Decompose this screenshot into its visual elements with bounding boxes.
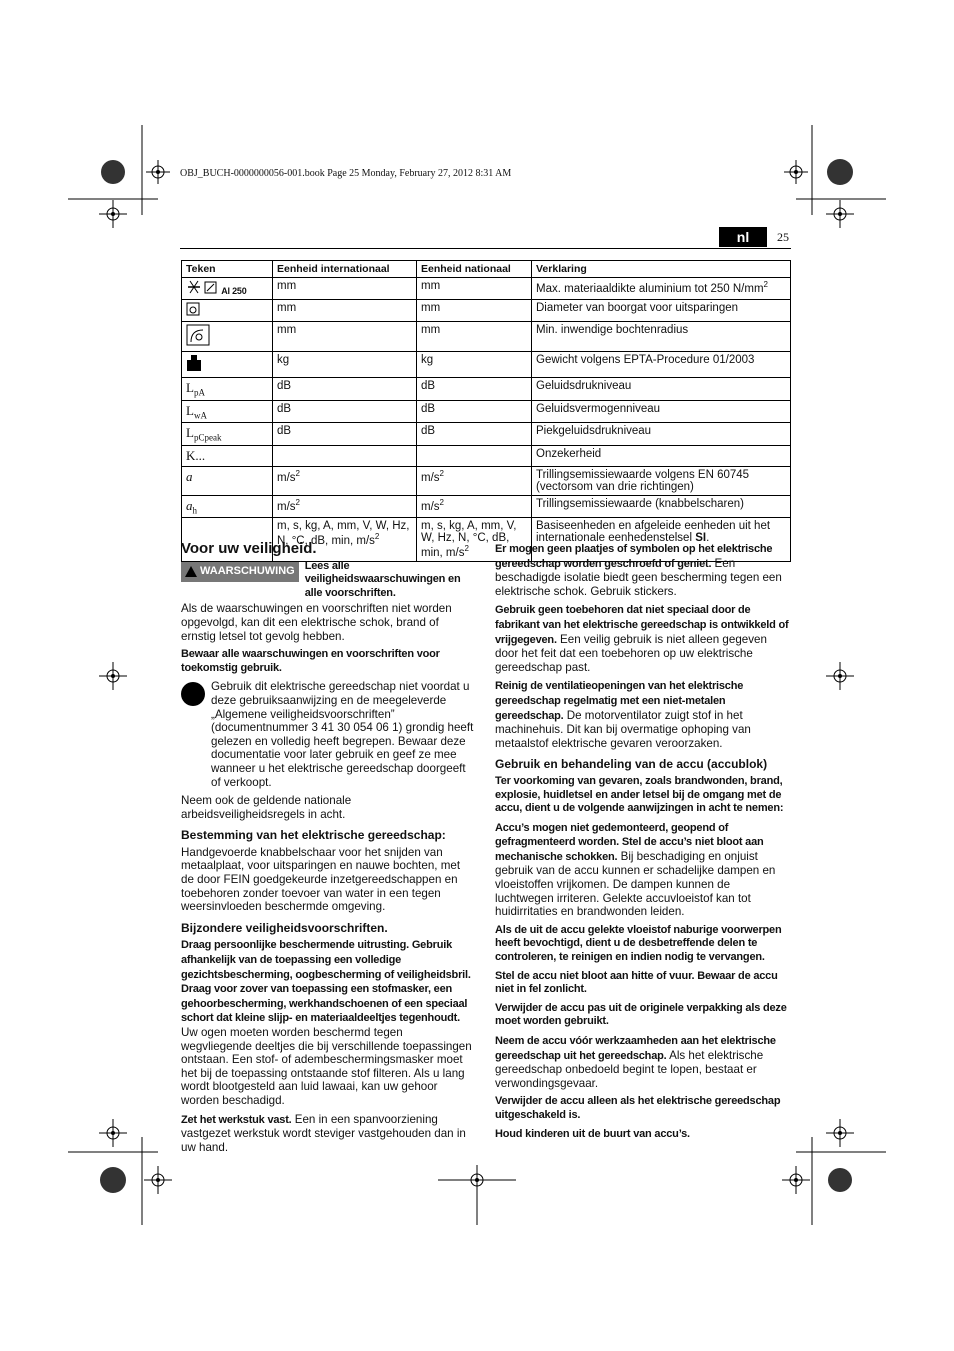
table-header-row: [182, 261, 791, 278]
paragraph: Verwijder de accu alleen als het elektrische gereedschap uitgeschakeld is.: [495, 1095, 781, 1121]
table-row: [182, 352, 791, 378]
table-row: [182, 300, 791, 322]
paragraph: Gebruik geen toebehoren dat niet speciaal door de fabrikant van het elektrische gereedschap is ontwikkeld of vrijgegeven. Een veilig gebruik is niet alleen gegeven door het feit dat een toebehoren op uw elektrische gereedschap past.: [495, 604, 789, 674]
bend-radius-icon: [186, 337, 210, 349]
paragraph: Houd kinderen uit de buurt van accu’s.: [495, 1127, 690, 1140]
table-cell: m, s, kg, A, mm, V, W, Hz, N, °C, dB, min, $m/s^2$: [417, 518, 532, 562]
left-column: [181, 542, 475, 1159]
section-title: Voor uw veiligheid.: [181, 540, 317, 557]
col-header-nat: Eenheid nationaal: [417, 261, 532, 278]
table-row: a $m/s^2$ $m/s^2$ Trillingsemissiewaarde volgens EN 60745 (vectorsom van drie richtingen): [182, 466, 791, 495]
table-cell: [273, 445, 417, 466]
subheading: Bestemming van het elektrische gereedschap:: [181, 828, 446, 843]
aluminium-symbol-label: Al 250: [221, 286, 247, 296]
page-number: 25: [777, 230, 789, 244]
paragraph: Neem ook de geldende nationale arbeidsveiligheidsregels in acht.: [181, 794, 352, 821]
paragraph: Zet het werkstuk vast. Een in een spanvoorziening vastgezet werkstuk wordt steviger vastgehouden dan in uw hand.: [181, 1112, 466, 1154]
table-row: $L_{pCpeak}$ dB dB Piekgeluidsdrukniveau: [182, 423, 791, 446]
read-manual-icon: [181, 682, 205, 706]
paragraph: Verwijder de accu pas uit de originele verpakking als deze moet worden gebruikt.: [495, 1001, 787, 1028]
table-cell: $m/s^2$: [273, 495, 417, 518]
table-row: $a_h$ $m/s^2$ $m/s^2$ Trillingsemissiewaarde (knabbelscharen): [182, 495, 791, 518]
table-cell: dB: [273, 378, 417, 401]
table-cell: kg: [273, 352, 417, 378]
weight-icon: [186, 363, 202, 375]
warning-text: Lees alle veiligheidswaarschuwingen en alle voorschriften.: [304, 559, 461, 599]
table-cell: Onzekerheid: [532, 445, 791, 466]
table-cell: $m/s^2$: [417, 495, 532, 518]
paragraph: Neem de accu vóór werkzaamheden aan het elektrische gereedschap uit het gereedschap. Als het elektrische gereedschap onbedoeld begint te lopen, bestaat er verwondingsgevaar.: [495, 1035, 776, 1090]
paragraph: Draag persoonlijke beschermende uitrusting. Gebruik afhankelijk van de toepassing een volledige gezichtsbescherming, oogbescherming of veiligheidsbril. Draag voor zover van toepassing een stofmasker, een gehoorbescherming, werkhandschoenen of een speciaal schort dat kleine slijp- en materiaaldeeltjes tegenhoudt. Uw ogen moeten worden beschermd tegen wegvliegende deeltjes die bij verschillende toepassingen ontstaan. Een stof- of adembeschermingsmasker moet het bij de toepassing ontstaande stof filteren. Als u lang wordt blootgesteld aan luid lawaai, kan uw gehoor worden beschadigd.: [181, 939, 472, 1107]
table-cell: $m/s^2$: [273, 466, 417, 495]
right-column: [495, 542, 789, 1146]
table-cell: mm: [273, 278, 417, 300]
cutting-aluminium-icon: [186, 285, 221, 297]
table-cell: mm: [417, 278, 532, 300]
table-cell: Trillingsemissiewaarde volgens EN 60745 (vectorsom van drie richtingen): [532, 466, 791, 495]
table-cell: Gewicht volgens EPTA-Procedure 01/2003: [532, 352, 791, 378]
table-cell: Basiseenheden en afgeleide eenheden uit het internationale eenhedenstelsel SI.: [532, 518, 791, 562]
paragraph: Gebruik dit elektrische gereedschap niet voordat u deze gebruiksaanwijzing en de meegeleverde „Algemene veiligheidsvoorschriften” (documentnummer 3 41 30 054 06 1) grondig heeft gelezen en volledig heeft begrepen. Bewaar deze documentatie voor later gebruik en geef ze mee wanneer u het elektrische gereedschap doorgeeft of verkoopt.: [211, 680, 474, 789]
hole-diameter-icon: [186, 307, 200, 319]
table-cell: m, s, kg, A, mm, V, W, Hz, N, °C, dB, min, $m/s^2$: [273, 518, 417, 562]
table-cell: Min. inwendige bochtenradius: [532, 322, 791, 352]
table-cell: mm: [273, 300, 417, 322]
table-cell: dB: [273, 423, 417, 446]
table-cell: Max. materiaaldikte aluminium tot 250 $N/mm^2$: [532, 278, 791, 300]
table-cell: [417, 445, 532, 466]
table-cell: mm: [273, 322, 417, 352]
table-cell: Geluidsvermogenniveau: [532, 400, 791, 423]
header-rule: [180, 248, 791, 249]
paragraph: Reinig de ventilatieopeningen van het elektrische gereedschap regelmatig met een niet-metalen gereedschap. De motorventilator zuigt stof in het machinehuis. Dit kan bij overmatige ophoping van metaalstof elektrische gevaren veroorzaken.: [495, 680, 751, 750]
subheading: Gebruik en behandeling van de accu (accublok): [495, 757, 768, 772]
table-cell: Diameter van boorgat voor uitsparingen: [532, 300, 791, 322]
warning-triangle-icon: [185, 566, 197, 577]
table-row: $L_{pA}$ dB dB Geluidsdrukniveau: [182, 378, 791, 401]
table-row: $L_{wA}$ dB dB Geluidsvermogenniveau: [182, 400, 791, 423]
paragraph: Bewaar alle waarschuwingen en voorschriften voor toekomstig gebruik.: [181, 648, 440, 674]
table-cell: Piekgeluidsdrukniveau: [532, 423, 791, 446]
paragraph: Handgevoerde knabbelschaar voor het snijden van metaalplaat, voor uitsparingen en nauwe bochten, met de door FEIN goedgekeurde inzetgereedschappen en toebehoren zonder toevoer van water in een tegen weersinvloeden beschermde omgeving.: [181, 845, 461, 914]
col-header-symbol: Teken: [182, 261, 273, 278]
print-header: OBJ_BUCH-0000000056-001.book Page 25 Monday, February 27, 2012 8:31 AM: [180, 168, 512, 179]
language-badge: nl: [719, 227, 767, 247]
table-cell: $m/s^2$: [417, 466, 532, 495]
paragraph: Stel de accu niet bloot aan hitte of vuur. Bewaar de accu niet in fel zonlicht.: [495, 969, 778, 996]
paragraph: Accu’s mogen niet gedemonteerd, geopend of gefragmenteerd worden. Stel de accu’s niet bloot aan mechanische schokken. Bij beschadiging en onjuist gebruik van de accu kunnen er schadelijke dampen en vloeistoffen vrijkomen. De dampen kunnen de luchtwegen irriteren. Gelekte accuvloeistof kan tot huidirritaties en brandwonden leiden.: [495, 821, 776, 919]
table-cell: dB: [417, 378, 532, 401]
paragraph: Als de waarschuwingen en voorschriften niet worden opgevolgd, kan dit een elektrische schok, brand of ernstig letsel tot gevolg hebben.: [181, 602, 452, 643]
table-cell: kg: [417, 352, 532, 378]
table-cell: dB: [417, 423, 532, 446]
paragraph: Ter voorkoming van gevaren, zoals brandwonden, brand, explosie, huidletsel en ander letsel bij de omgang met de accu, dient u de volgende aanwijzingen in acht te nemen:: [495, 774, 784, 815]
table-cell: Trillingsemissiewaarde (knabbelscharen): [532, 495, 791, 518]
symbols-table: [181, 260, 791, 562]
subheading: Bijzondere veiligheidsvoorschriften.: [181, 920, 388, 935]
table-cell: dB: [273, 400, 417, 423]
table-row: [182, 322, 791, 352]
col-header-desc: Verklaring: [532, 261, 791, 278]
table-row: K... Onzekerheid: [182, 445, 791, 466]
table-cell: Geluidsdrukniveau: [532, 378, 791, 401]
table-cell: mm: [417, 322, 532, 352]
table-cell: mm: [417, 300, 532, 322]
table-row: [182, 278, 791, 300]
warning-badge: WAARSCHUWING: [181, 562, 299, 582]
paragraph: Er mogen geen plaatjes of symbolen op het elektrische gereedschap worden geschroefd of geniet. Een beschadigde isolatie biedt geen bescherming tegen een elektrische schok. Gebruik stickers.: [495, 543, 782, 598]
paragraph: Als de uit de accu gelekte vloeistof naburige voorwerpen heeft bevochtigd, dient u de desbetreffende delen te controleren, te reinigen en indien nodig te vervangen.: [495, 923, 782, 964]
col-header-intl: Eenheid internationaal: [273, 261, 417, 278]
table-cell: dB: [417, 400, 532, 423]
